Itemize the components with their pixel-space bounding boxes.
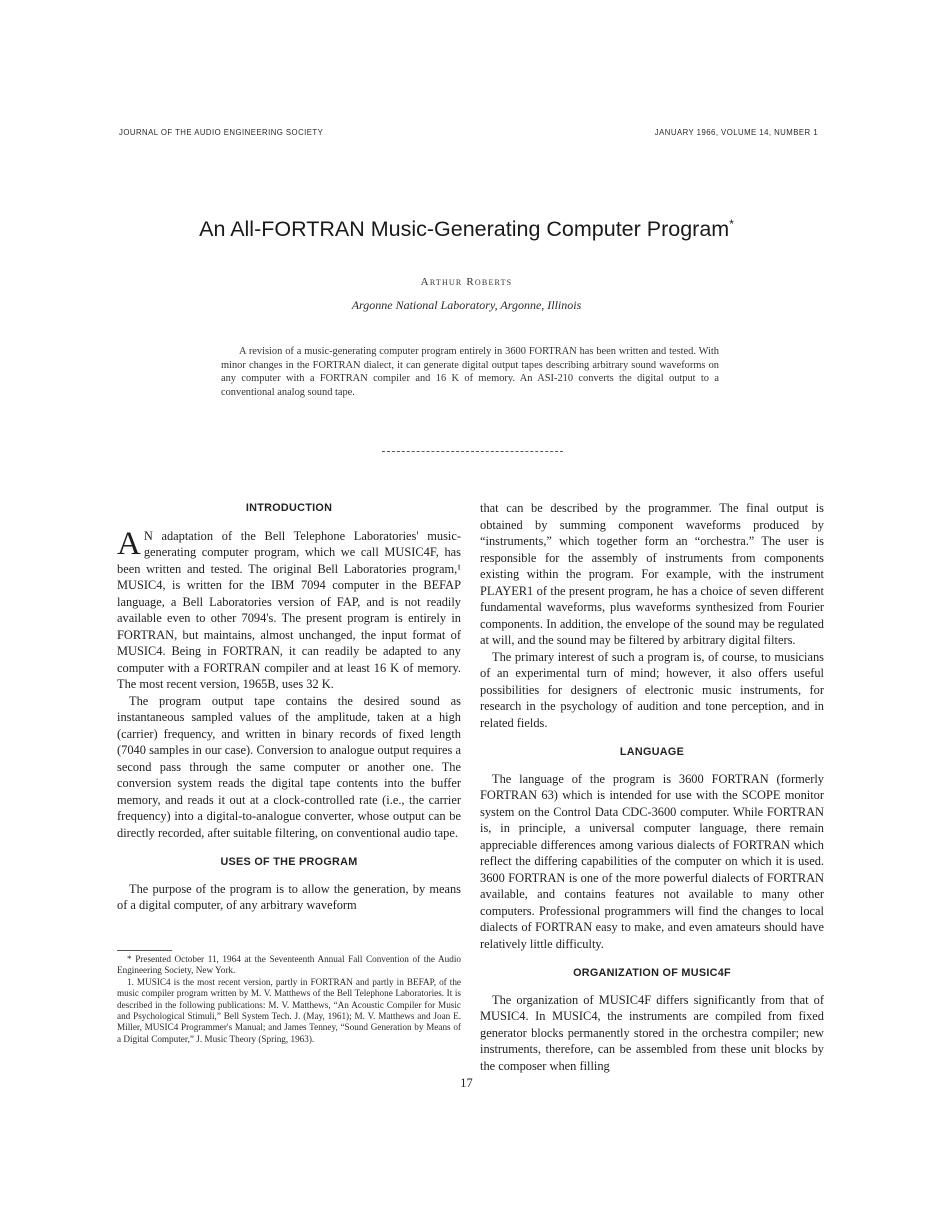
abstract [221, 345, 719, 399]
title-footnote-marker[interactable]: * [729, 217, 734, 231]
drop-cap: A [117, 525, 141, 562]
heading-language: LANGUAGE [619, 746, 685, 758]
footnote-presented: * Presented October 11, 1964 at the Seventeenth Annual Fall Convention of the Audio Engineering Society, New York. [117, 954, 461, 976]
author-affiliation: Argonne National Laboratory, Argonne, Illinois [351, 298, 582, 312]
introduction-paragraph-1-text: N adaptation of the Bell Telephone Laboratories' music-generating computer program, which we call MUSIC4F, has been written and tested. The original Bell Laboratories program,¹ MUSIC4, is written for the IBM 7094 computer in the BEFAP language, a Bell Laboratories version of FAP, and is not readily available even to other 7094's. The present program is entirely in FORTRAN, but maintains, almost unchanged, the input format of MUSIC4. Being in FORTRAN, it can readily be adapted to any computer with a FORTRAN compiler and at least 16 K of memory. The most recent version, 1965B, uses 32 K. [117, 528, 461, 691]
article-title [0, 217, 933, 242]
heading-organization: ORGANIZATION OF MUSIC4F [573, 967, 731, 979]
uses-paragraph-1: The purpose of the program is to allow the generation, by means of a digital computer, of any arbitrary waveform [117, 881, 461, 912]
footnotes [117, 954, 461, 1045]
language-paragraph-1: The language of the program is 3600 FORTRAN (formerly FORTRAN 63) which is intended for use with the SCOPE monitor system on the Control Data CDC-3600 computer. While FORTRAN is, in principle, a universal computer language, there remain appreciable differences among various dialects of FORTRAN which reflect the differing capabilities of the computer on which it is used. 3600 FORTRAN is one of the more powerful dialects of FORTRAN available, and contains features not available to many other computers. Professional programmers will find the changes to local dialects of FORTRAN easy to make, and even amateurs should have relatively little difficulty. [480, 771, 824, 951]
page-number: 17 [460, 1076, 473, 1090]
section-divider [382, 451, 563, 452]
right-column [480, 500, 824, 1074]
organization-paragraph-1: The organization of MUSIC4F differs significantly from that of MUSIC4. In MUSIC4, the instruments are compiled from fixed generator blocks permanently stored in the orchestra compiler; new instruments, therefore, can be assembled from these unit blocks by the composer when filling [480, 992, 824, 1073]
uses-paragraph-2: The primary interest of such a program is, of course, to musicians of an experimental turn of mind; however, it also offers useful possibilities for designers of electronic music instruments, for research in the psychology of audition and tone perception, and in related fields. [480, 649, 824, 730]
heading-uses: USES OF THE PROGRAM [220, 856, 358, 868]
footnote-music4: 1. MUSIC4 is the most recent version, partly in FORTRAN and partly in BEFAP, of the music compiler program written by M. V. Matthews of the Bell Telephone Laboratories. It is described in the following publications: M. V. Matthews, “An Acoustic Compiler for Music and Psychological Stimuli,” Bell System Tech. J. (May, 1961); M. V. Matthews and Joan E. Miller, MUSIC4 Programmer's Manual; and James Tenney, “Sound Generation by Means of a Digital Computer,” J. Music Theory (Spring, 1963). [117, 976, 461, 1044]
running-header-issue: JANUARY 1966, VOLUME 14, NUMBER 1 [654, 128, 818, 137]
heading-introduction: INTRODUCTION [245, 502, 333, 514]
article-title-text: An All-FORTRAN Music-Generating Computer Program [199, 217, 730, 241]
running-header-journal: JOURNAL OF THE AUDIO ENGINEERING SOCIETY [119, 128, 324, 137]
uses-paragraph-1-continued: that can be described by the programmer. The final output is obtained by summing component waveforms produced by “instruments,” which together form an “orchestra.” The user is responsible for the assembly of instruments from components existing within the program. For example, with the instrument PLAYER1 of the present program, he has a choice of seven different fundamental waveforms, plus waveforms synthesized from Fourier components. In addition, the envelope of the sound may be regulated at will, and the sound may be filtered by arbitrary digital filters. [480, 501, 824, 647]
footnote-rule [117, 950, 172, 951]
author-name: Arthur Roberts [420, 276, 513, 288]
left-column [117, 500, 461, 914]
abstract-text: A revision of a music-generating computer program entirely in 3600 FORTRAN has been written and tested. With minor changes in the FORTRAN dialect, it can generate digital output tapes describing arbitrary sound waveforms on any computer with a FORTRAN compiler and 16 K of memory. An ASI-210 converts the digital output to a conventional analog sound tape. [221, 346, 719, 398]
introduction-paragraph-1 [117, 525, 461, 693]
introduction-paragraph-2: The program output tape contains the desired sound as instantaneous sampled values of the amplitude, taken at a high (carrier) frequency, and written in binary records of fixed length (7040 samples in our case). Conversion to analogue output requires a second pass through the same computer or another one. The conversion system reads the digital tape contents into the buffer memory, and reads it out at a clock-controlled rate (i.e., the carrier frequency) into a digital-to-analogue converter, whose output can be directly recorded, after suitable filtering, on conventional audio tape. [117, 693, 461, 840]
